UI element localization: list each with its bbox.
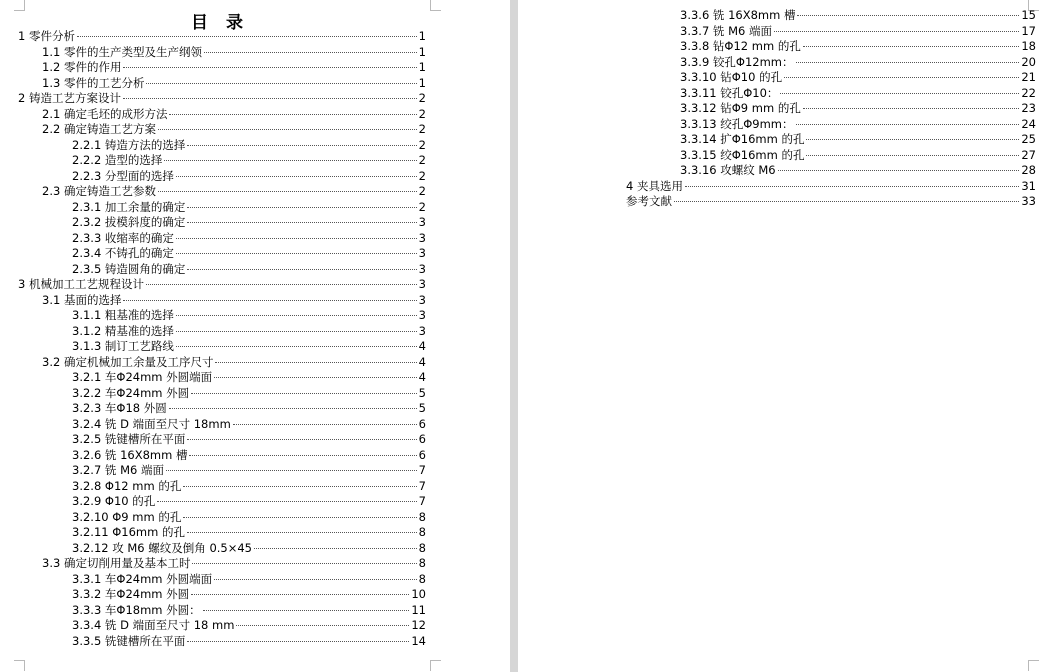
- toc-entry-text: 3.2.11 Φ16mm 的孔: [72, 525, 185, 539]
- toc-entry-page: 3: [418, 292, 426, 307]
- toc-leader-dots: [176, 331, 417, 332]
- toc-leader-dots: [123, 300, 416, 301]
- toc-entry-text: 2.2.2 造型的选择: [72, 153, 163, 167]
- toc-leader-dots: [803, 46, 1020, 47]
- toc-entry-text: 3.1.3 制订工艺路线: [72, 339, 174, 353]
- toc-entry[interactable]: [18, 91, 426, 107]
- toc-entry-text: 1 零件分析: [18, 29, 75, 43]
- toc-entry-text: 2 铸造工艺方案设计: [18, 91, 121, 105]
- toc-entry[interactable]: [626, 86, 1036, 102]
- toc-leader-dots: [146, 284, 417, 285]
- toc-leader-dots: [192, 563, 416, 564]
- toc-leader-dots: [123, 98, 417, 99]
- toc-entry-page: 33: [1021, 194, 1036, 208]
- toc-entry-page: 23: [1021, 101, 1036, 115]
- toc-list-left: [18, 29, 426, 649]
- toc-entry-page: 8: [418, 540, 426, 555]
- page-corner-mark: [1028, 660, 1039, 671]
- toc-entry-text: 1.1 零件的生产类型及生产纲领: [42, 44, 202, 59]
- toc-entry[interactable]: [18, 618, 426, 634]
- toc-entry[interactable]: [18, 463, 426, 479]
- toc-entry-page: 7: [418, 478, 426, 493]
- toc-entry-text: 3.2.4 铣 D 端面至尺寸 18mm: [72, 416, 231, 431]
- toc-leader-dots: [806, 155, 1019, 156]
- toc-entry[interactable]: [18, 107, 426, 123]
- toc-entry-text: 2.3.5 铸造圆角的确定: [72, 261, 186, 276]
- toc-entry[interactable]: [18, 417, 426, 433]
- toc-entry-page: 3: [418, 246, 426, 260]
- toc-entry-page: 6: [418, 447, 426, 462]
- toc-leader-dots: [164, 160, 416, 161]
- toc-leader-dots: [77, 36, 417, 37]
- toc-leader-dots: [774, 31, 1019, 32]
- toc-entry-text: 3.3.8 钻Φ12 mm 的孔: [680, 39, 801, 53]
- toc-entry[interactable]: [18, 541, 426, 557]
- toc-entry-page: 14: [411, 633, 426, 648]
- toc-entry[interactable]: [18, 184, 426, 200]
- toc-leader-dots: [183, 486, 416, 487]
- toc-leader-dots: [215, 362, 416, 363]
- toc-leader-dots: [176, 315, 417, 316]
- toc-leader-dots: [796, 124, 1020, 125]
- toc-entry-page: 2: [418, 153, 426, 167]
- toc-title: 目 录: [191, 13, 249, 33]
- toc-entry-text: 3.3.4 铣 D 端面至尺寸 18 mm: [72, 618, 235, 632]
- toc-leader-dots: [214, 579, 417, 580]
- toc-entry-page: 1: [418, 29, 426, 43]
- toc-entry-text: 3.2.10 Φ9 mm 的孔: [72, 509, 182, 524]
- toc-entry-text: 3.2.2 车Φ24mm 外圆: [72, 385, 190, 400]
- toc-entry-page: 2: [418, 199, 426, 214]
- toc-entry-page: 2: [418, 91, 426, 105]
- toc-entry[interactable]: [626, 117, 1036, 133]
- toc-entry-page: 8: [418, 509, 426, 524]
- toc-leader-dots: [191, 594, 409, 595]
- toc-entry-text: 3.2.5 铣键槽所在平面: [72, 432, 186, 446]
- toc-entry-page: 27: [1021, 147, 1036, 162]
- toc-leader-dots: [176, 238, 417, 239]
- page-corner-mark: [14, 660, 25, 671]
- toc-leader-dots: [169, 408, 417, 409]
- toc-entry[interactable]: [18, 262, 426, 278]
- toc-entry-text: 3.2.3 车Φ18 外圆: [72, 401, 167, 415]
- toc-leader-dots: [187, 269, 416, 270]
- toc-entry-text: 3.3.5 铣键槽所在平面: [72, 633, 186, 648]
- toc-entry[interactable]: [18, 355, 426, 371]
- toc-entry[interactable]: [18, 153, 426, 169]
- toc-entry-text: 3.3.12 钻Φ9 mm 的孔: [680, 101, 801, 115]
- toc-entry[interactable]: [18, 231, 426, 247]
- toc-entry-page: 3: [418, 261, 426, 276]
- toc-entry-page: 28: [1021, 163, 1036, 177]
- toc-leader-dots: [204, 52, 417, 53]
- toc-entry[interactable]: [18, 386, 426, 402]
- toc-leader-dots: [780, 93, 1019, 94]
- toc-entry-text: 2.3.3 收缩率的确定: [72, 230, 174, 245]
- toc-leader-dots: [158, 129, 417, 130]
- toc-entry-text: 3.3.14 扩Φ16mm 的孔: [680, 132, 805, 146]
- toc-entry-page: 12: [411, 618, 426, 632]
- toc-entry-page: 7: [418, 494, 426, 508]
- toc-leader-dots: [674, 201, 1019, 202]
- toc-entry[interactable]: [18, 277, 426, 293]
- toc-entry-text: 3.3.11 铰孔Φ10：: [680, 85, 779, 100]
- toc-entry-text: 参考文献: [626, 194, 672, 208]
- toc-entry-page: 22: [1021, 85, 1036, 100]
- toc-entry[interactable]: [626, 55, 1036, 71]
- toc-entry-page: 18: [1021, 39, 1036, 53]
- toc-entry-page: 3: [418, 215, 426, 229]
- toc-entry-page: 11: [411, 602, 426, 617]
- toc-entry-text: 1.2 零件的作用: [42, 60, 122, 74]
- toc-entry-text: 2.2.3 分型面的选择: [72, 168, 174, 183]
- toc-leader-dots: [187, 641, 409, 642]
- toc-entry-page: 24: [1021, 116, 1036, 131]
- toc-entry-text: 3.3 确定切削用量及基本工时: [42, 556, 191, 570]
- toc-leader-dots: [784, 77, 1019, 78]
- toc-entry[interactable]: [626, 39, 1036, 55]
- toc-entry-page: 5: [418, 401, 426, 415]
- toc-entry-page: 2: [418, 168, 426, 183]
- toc-entry[interactable]: [18, 76, 426, 92]
- toc-leader-dots: [187, 222, 416, 223]
- toc-entry[interactable]: [18, 479, 426, 495]
- toc-entry[interactable]: [18, 138, 426, 154]
- toc-leader-dots: [187, 207, 416, 208]
- toc-entry-page: 4: [418, 370, 426, 384]
- toc-entry-page: 25: [1021, 132, 1036, 146]
- toc-leader-dots: [146, 83, 416, 84]
- toc-entry-text: 1.3 零件的工艺分析: [42, 75, 145, 90]
- toc-entry[interactable]: [18, 45, 426, 61]
- toc-entry-page: 17: [1021, 23, 1036, 38]
- toc-leader-dots: [685, 186, 1019, 187]
- toc-leader-dots: [254, 548, 417, 549]
- toc-entry-text: 2.3 确定铸造工艺参数: [42, 184, 156, 198]
- toc-entry[interactable]: [626, 194, 1036, 210]
- toc-leader-dots: [187, 532, 417, 533]
- toc-leader-dots: [157, 501, 416, 502]
- toc-entry-text: 3.2.9 Φ10 的孔: [72, 494, 156, 508]
- toc-leader-dots: [176, 176, 417, 177]
- toc-entry[interactable]: [626, 179, 1036, 195]
- toc-entry[interactable]: [18, 432, 426, 448]
- toc-entry[interactable]: [18, 339, 426, 355]
- toc-entry-page: 31: [1021, 178, 1036, 193]
- toc-entry[interactable]: [626, 24, 1036, 40]
- toc-entry[interactable]: [18, 169, 426, 185]
- toc-entry[interactable]: [626, 163, 1036, 179]
- toc-entry-page: 2: [418, 122, 426, 136]
- toc-entry[interactable]: [626, 101, 1036, 117]
- toc-entry[interactable]: [18, 370, 426, 386]
- toc-entry-text: 3.3.15 绞Φ16mm 的孔: [680, 147, 805, 162]
- toc-entry[interactable]: [18, 556, 426, 572]
- toc-entry[interactable]: [18, 525, 426, 541]
- toc-leader-dots: [191, 393, 417, 394]
- toc-entry-text: 2.2 确定铸造工艺方案: [42, 122, 156, 136]
- toc-leader-dots: [236, 625, 409, 626]
- toc-entry[interactable]: [18, 603, 426, 619]
- toc-leader-dots: [778, 170, 1020, 171]
- toc-leader-dots: [803, 108, 1020, 109]
- toc-leader-dots: [123, 67, 416, 68]
- toc-entry-page: 2: [418, 106, 426, 121]
- toc-entry[interactable]: [18, 246, 426, 262]
- toc-entry-text: 3.2.12 攻 M6 螺纹及倒角 0.5×45: [72, 540, 252, 555]
- toc-entry-text: 2.3.4 不铸孔的确定: [72, 246, 174, 260]
- toc-leader-dots: [187, 145, 416, 146]
- toc-entry-text: 3.3.9 铰孔Φ12mm：: [680, 54, 794, 69]
- toc-entry-page: 2: [418, 137, 426, 152]
- toc-entry-text: 2.1 确定毛坯的成形方法: [42, 106, 168, 121]
- toc-leader-dots: [797, 15, 1019, 16]
- toc-entry-text: 3.1.1 粗基准的选择: [72, 308, 174, 322]
- toc-entry[interactable]: [18, 60, 426, 76]
- toc-leader-dots: [169, 114, 416, 115]
- toc-entry-text: 3.2.8 Φ12 mm 的孔: [72, 478, 182, 493]
- toc-entry-text: 3.1.2 精基准的选择: [72, 323, 174, 338]
- page-corner-mark: [430, 660, 441, 671]
- toc-leader-dots: [189, 455, 416, 456]
- toc-entry-page: 20: [1021, 54, 1036, 69]
- toc-leader-dots: [176, 253, 417, 254]
- toc-entry-text: 3.3.16 攻螺纹 M6: [680, 163, 776, 177]
- toc-entry-text: 2.2.1 铸造方法的选择: [72, 137, 186, 152]
- toc-entry-text: 2.3.2 拔模斜度的确定: [72, 215, 186, 229]
- toc-entry[interactable]: [626, 70, 1036, 86]
- toc-entry-page: 4: [418, 339, 426, 353]
- toc-entry-page: 21: [1021, 70, 1036, 84]
- toc-entry-page: 3: [418, 323, 426, 338]
- toc-leader-dots: [176, 346, 417, 347]
- toc-entry-page: 15: [1021, 8, 1036, 22]
- toc-entry-page: 1: [418, 60, 426, 74]
- toc-entry-page: 8: [418, 556, 426, 570]
- toc-entry-page: 7: [418, 463, 426, 477]
- toc-entry-page: 6: [418, 416, 426, 431]
- toc-entry-text: 3.3.7 铣 M6 端面: [680, 23, 772, 38]
- toc-entry[interactable]: [18, 494, 426, 510]
- toc-list-right: [626, 8, 1036, 210]
- toc-entry[interactable]: [18, 634, 426, 650]
- toc-entry[interactable]: [18, 324, 426, 340]
- toc-entry[interactable]: [18, 293, 426, 309]
- toc-entry[interactable]: [18, 308, 426, 324]
- toc-entry-text: 3.2 确定机械加工余量及工序尺寸: [42, 354, 214, 369]
- toc-entry[interactable]: [18, 215, 426, 231]
- toc-entry-page: 2: [418, 184, 426, 198]
- toc-entry[interactable]: [18, 448, 426, 464]
- toc-entry-text: 3.2.6 铣 16X8mm 槽: [72, 447, 188, 462]
- toc-entry-page: 3: [418, 277, 426, 291]
- toc-entry[interactable]: [18, 29, 426, 45]
- toc-leader-dots: [158, 191, 417, 192]
- toc-entry-text: 3.3.2 车Φ24mm 外圆: [72, 587, 190, 601]
- toc-leader-dots: [233, 424, 417, 425]
- toc-entry-text: 3.3.10 钻Φ10 的孔: [680, 70, 783, 84]
- toc-entry-text: 3.1 基面的选择: [42, 292, 122, 307]
- toc-entry-text: 3.2.7 铣 M6 端面: [72, 463, 164, 477]
- toc-entry-page: 1: [418, 75, 426, 90]
- toc-leader-dots: [214, 377, 417, 378]
- toc-entry[interactable]: [18, 587, 426, 603]
- toc-entry-page: 3: [418, 230, 426, 245]
- toc-entry-page: 8: [418, 525, 426, 539]
- toc-entry[interactable]: [626, 148, 1036, 164]
- toc-entry[interactable]: [18, 401, 426, 417]
- toc-leader-dots: [166, 470, 417, 471]
- toc-entry[interactable]: [18, 200, 426, 216]
- toc-leader-dots: [183, 517, 416, 518]
- toc-leader-dots: [187, 439, 416, 440]
- toc-entry[interactable]: [626, 8, 1036, 24]
- toc-entry-text: 3.3.3 车Φ18mm 外圆：: [72, 602, 201, 617]
- toc-entry[interactable]: [18, 122, 426, 138]
- toc-entry-text: 2.3.1 加工余量的确定: [72, 199, 186, 214]
- toc-leader-dots: [806, 139, 1019, 140]
- toc-entry[interactable]: [626, 132, 1036, 148]
- toc-entry-text: 3.2.1 车Φ24mm 外圆端面: [72, 370, 213, 384]
- toc-entry-text: 3.3.13 绞孔Φ9mm：: [680, 116, 794, 131]
- toc-entry-page: 3: [418, 308, 426, 322]
- toc-entry-page: 4: [418, 354, 426, 369]
- toc-entry-page: 5: [418, 385, 426, 400]
- toc-entry-page: 10: [411, 587, 426, 601]
- toc-entry-page: 8: [418, 571, 426, 586]
- toc-leader-dots: [203, 610, 410, 611]
- toc-entry-text: 4 夹具选用: [626, 178, 683, 193]
- toc-entry-text: 3.3.6 铣 16X8mm 槽: [680, 8, 796, 22]
- toc-entry-text: 3 机械加工工艺规程设计: [18, 277, 144, 291]
- toc-entry[interactable]: [18, 510, 426, 526]
- toc-leader-dots: [796, 62, 1020, 63]
- toc-entry-page: 1: [418, 44, 426, 59]
- toc-entry[interactable]: [18, 572, 426, 588]
- toc-entry-text: 3.3.1 车Φ24mm 外圆端面: [72, 571, 213, 586]
- toc-entry-page: 6: [418, 432, 426, 446]
